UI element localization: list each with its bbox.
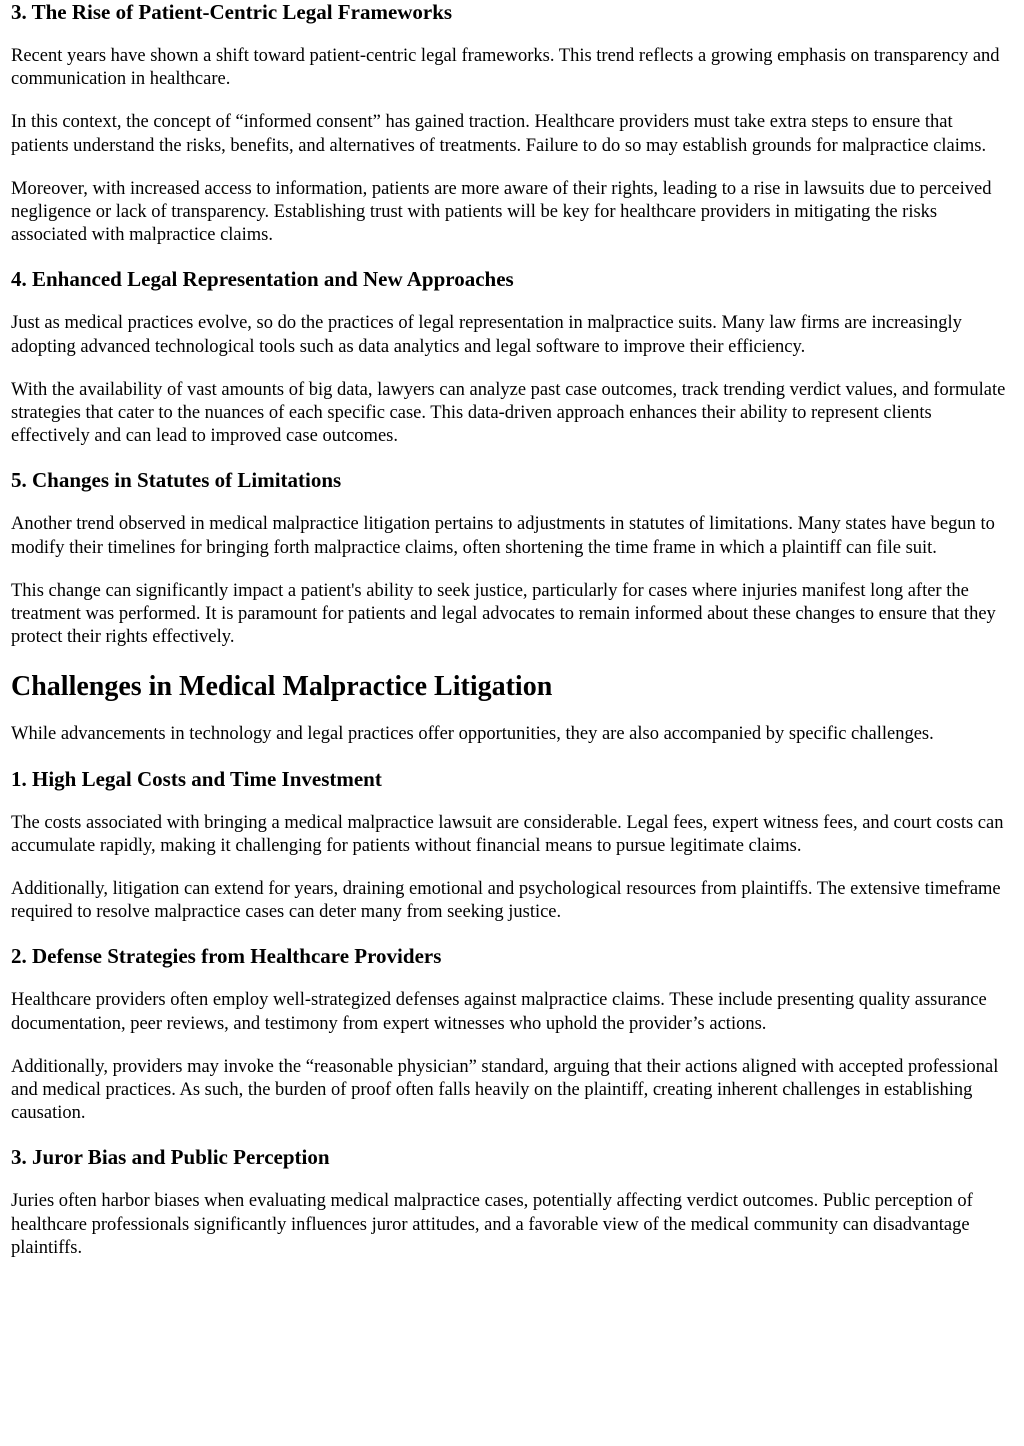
section-patient-centric [11,0,1013,247]
paragraph: Moreover, with increased access to information, patients are more aware of their rights, leading to a rise in lawsuits due to perceived negligence or lack of transparency. Establishing trust with patients will be key for healthcare providers in mitigating the risks associated with malpractice claims. [11,178,992,246]
paragraph: With the availability of vast amounts of big data, lawyers can analyze past case outcomes, track trending verdict values, and formulate strategies that cater to the nuances of each specific case. This data-driven approach enhances their ability to represent clients effectively and can lead to improved case outcomes. [11,379,1006,447]
section-juror-bias [11,1145,1013,1260]
paragraph: The costs associated with bringing a medical malpractice lawsuit are considerable. Legal fees, expert witness fees, and court costs can accumulate rapidly, making it challenging for patients without financial means to pursue legitimate claims. [11,812,1004,856]
paragraph: This change can significantly impact a patient's ability to seek justice, particularly for cases where injuries manifest long after the treatment was performed. It is paramount for patients and legal advocates to remain informed about these changes to ensure that they protect their rights effectively. [11,580,996,648]
paragraph: In this context, the concept of “informed consent” has gained traction. Healthcare providers must take extra steps to ensure that patients understand the risks, benefits, and alternatives of treatments. Failure to do so may establish grounds for malpractice claims. [11,112,987,156]
section-legal-costs [11,767,1013,925]
section-statutes-of-limitations [11,468,1013,649]
section-heading: 2. Defense Strategies from Healthcare Providers [11,944,442,969]
paragraph: Recent years have shown a shift toward patient-centric legal frameworks. This trend reflects a growing emphasis on transparency and communication in healthcare. [11,46,1000,90]
section-heading: 3. The Rise of Patient-Centric Legal Frameworks [11,0,453,24]
paragraph: Additionally, providers may invoke the “reasonable physician” standard, arguing that their actions aligned with accepted professional and medical practices. As such, the burden of proof often falls heavily on the plaintiff, creating inherent challenges in establishing causation. [11,1056,999,1124]
paragraph: Additionally, litigation can extend for years, draining emotional and psychological resources from plaintiffs. The extensive timeframe required to resolve malpractice cases can deter many from seeking justice. [11,879,1001,923]
paragraph: Just as medical practices evolve, so do the practices of legal representation in malpractice suits. Many law firms are increasingly adopting advanced technological tools such as data analytics and legal software to improve their efficiency. [11,313,962,357]
section-heading: 4. Enhanced Legal Representation and New Approaches [11,267,514,292]
paragraph: Juries often harbor biases when evaluating medical malpractice cases, potentially affecting verdict outcomes. Public perception of healthcare professionals significantly influences juror attitudes, and a favorable view of the medical community can disadvantage plaintiffs. [11,1191,973,1258]
challenges-heading: Challenges in Medical Malpractice Litigation [11,671,553,703]
paragraph: Healthcare providers often employ well-strategized defenses against malpractice claims. These include presenting quality assurance documentation, peer reviews, and testimony from expert witnesses who uphold the provider’s actions. [11,990,987,1034]
section-heading: 3. Juror Bias and Public Perception [11,1145,330,1170]
section-heading: 1. High Legal Costs and Time Investment [11,766,382,791]
section-legal-representation [11,267,1013,448]
paragraph: Another trend observed in medical malpractice litigation pertains to adjustments in statutes of limitations. Many states have begun to modify their timelines for bringing forth malpractice claims, often shortening the time frame in which a plaintiff can file suit. [11,514,995,558]
section-heading: 5. Changes in Statutes of Limitations [11,468,342,493]
challenges-intro: While advancements in technology and legal practices offer opportunities, they are also accompanied by specific challenges. [11,724,934,745]
section-defense-strategies [11,944,1013,1125]
